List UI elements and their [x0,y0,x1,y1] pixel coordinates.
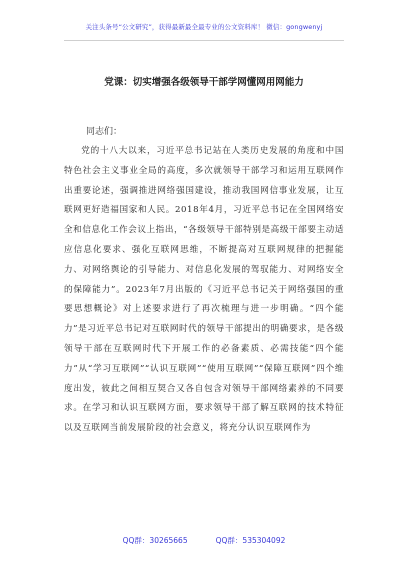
body-paragraph: 党的十八大以来，习近平总书记站在人类历史发展的角度和中国特色社会主义事业全局的高度，多次就领导干部学习和运用互联网作出重要论述，强调推进网络强国建设，推动我国网信事业发展，让互联网更好造福国家和人民。2018年4月，习近平总书记在全国网络安全和信息化工作会议上指出，“各级领导干部特别是高级干部要主动适应信息化要求、强化互联网思维，不断提高对互联网规律的把握能力、对网络舆论的引导能力、对信息化发展的驾驭能力、对网络安全的保障能力”。2023年7月出版的《习近平总书记关于网络强国的重要思想概论》对上述要求进行了再次梳理与进一步明确。“四个能力”是习近平总书记对互联网时代的领导干部提出的明确要求，是各级领导干部在互联网时代下开展工作的必备素质、必需技能“四个能力”从“学习互联网”“认识互联网”“使用互联网”“保障互联网”四个维度出发，彼此之间相互契合又各自包含对领导干部网络素养的不同要求。在学习和认识互联网方面，要求领导干部了解互联网的技术特征以及互联网当前发展阶段的社会意义，将充分认识互联网作为 [64,146,344,434]
greeting: 同志们： [86,127,123,137]
footer-qq-group-2: QQ群：535304092 [215,536,286,545]
document-title: 党课：切实增强各级领导干部学网懂网用网能力 [104,77,304,88]
header-divider [64,40,344,41]
header-banner: 关注头条号“公文研究”，获得最新最全最专业的公文资料库！ 微信：gongwenyj [85,23,323,31]
footer [0,535,408,546]
footer-qq-group-1: QQ群：30265665 [122,536,188,545]
